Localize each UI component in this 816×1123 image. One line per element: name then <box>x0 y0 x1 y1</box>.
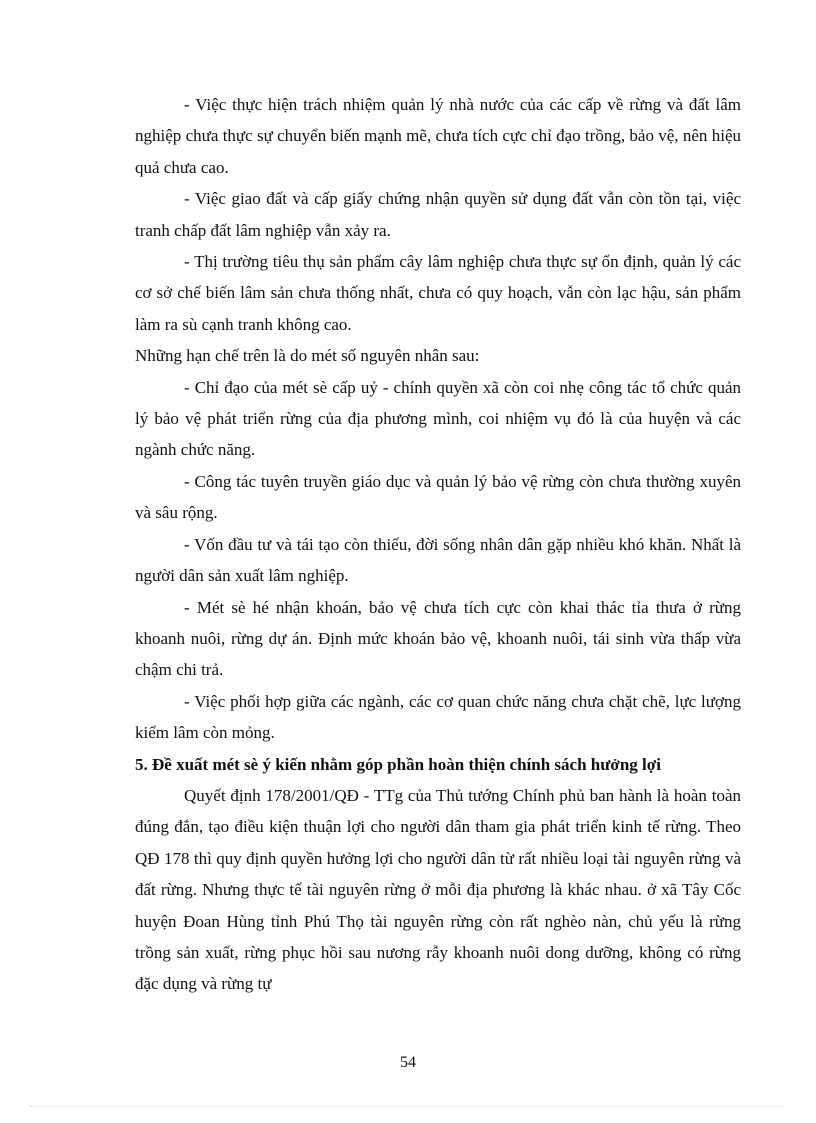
paragraph-households: - Mét sè hé nhận khoán, bảo vệ chưa tích cực còn khai thác tỉa thưa ở rừng khoanh nuôi, rừng dự án. Định mức khoán bảo vệ, khoanh nuôi, tái sinh vừa thấp vừa chậm chi trả. <box>135 597 741 680</box>
paragraph-market: - Thị trường tiêu thụ sản phẩm cây lâm nghiệp chưa thực sự ổn định, quản lý các cơ sở chế biến lâm sản chưa thống nhất, chưa có quy hoạch, vẫn còn lạc hậu, sản phẩm làm ra sù cạnh tranh không cao. <box>135 252 741 334</box>
paragraph-causes-intro: Những hạn chế trên là do mét số nguyên nhân sau: <box>135 346 480 366</box>
paragraph-decision-178: Quyết định 178/2001/QĐ - TTg của Thủ tướng Chính phủ ban hành là hoàn toàn đúng đắn, tạo điều kiện thuận lợi cho người dân tham gia phát triển kinh tế rừng. Theo QĐ 178 thì quy định quyền hưởng lợi cho người dân từ rất nhiều loại tài nguyên rừng và đất rừng. Nhưng thực tế tài nguyên rừng ở mỗi địa phương là khác nhau. ở xã Tây Cốc huyện Đoan Hùng tỉnh Phú Thọ tài nguyên rừng còn rất nghèo nàn, chủ yếu là rừng trồng sản xuất, rừng phục hồi sau nương rẫy khoanh nuôi dong dưỡng, không có rừng đặc dụng và rừng tự <box>135 785 741 994</box>
document-body <box>135 89 741 1000</box>
page-number: 54 <box>400 1054 416 1071</box>
paragraph-propaganda: - Công tác tuyên truyền giáo dục và quản lý bảo vệ rừng còn chưa thường xuyên và sâu rộng. <box>135 471 741 523</box>
section-heading: 5. Đề xuất mét sè ý kiến nhằm góp phần hoàn thiện chính sách hưởng lợi <box>135 754 661 774</box>
paragraph-coordination: - Việc phối hợp giữa các ngành, các cơ quan chức năng chưa chặt chẽ, lực lượng kiểm lâm còn mỏng. <box>135 691 741 743</box>
paragraph-leadership: - Chỉ đạo của mét sè cấp uỷ - chính quyền xã còn coi nhẹ công tác tổ chức quản lý bảo vệ phát triển rừng của địa phương mình, coi nhiệm vụ đó là của huyện và các ngành chức năng. <box>135 377 741 460</box>
paragraph-land-allocation: - Việc giao đất và cấp giấy chứng nhận quyền sử dụng đất vẫn còn tồn tại, việc tranh chấp đất lâm nghiệp vẫn xảy ra. <box>135 189 741 240</box>
paragraph-investment: - Vốn đầu tư và tái tạo còn thiếu, đời sống nhân dân gặp nhiều khó khăn. Nhất là người dân sản xuất lâm nghiệp. <box>135 534 741 586</box>
paragraph-state-management: - Việc thực hiện trách nhiệm quản lý nhà nước của các cấp về rừng và đất lâm nghiệp chưa thực sự chuyển biến mạnh mẽ, chưa tích cực chỉ đạo trồng, bảo vệ, nên hiệu quả chưa cao. <box>135 95 741 177</box>
page-bottom-divider <box>30 1106 786 1107</box>
